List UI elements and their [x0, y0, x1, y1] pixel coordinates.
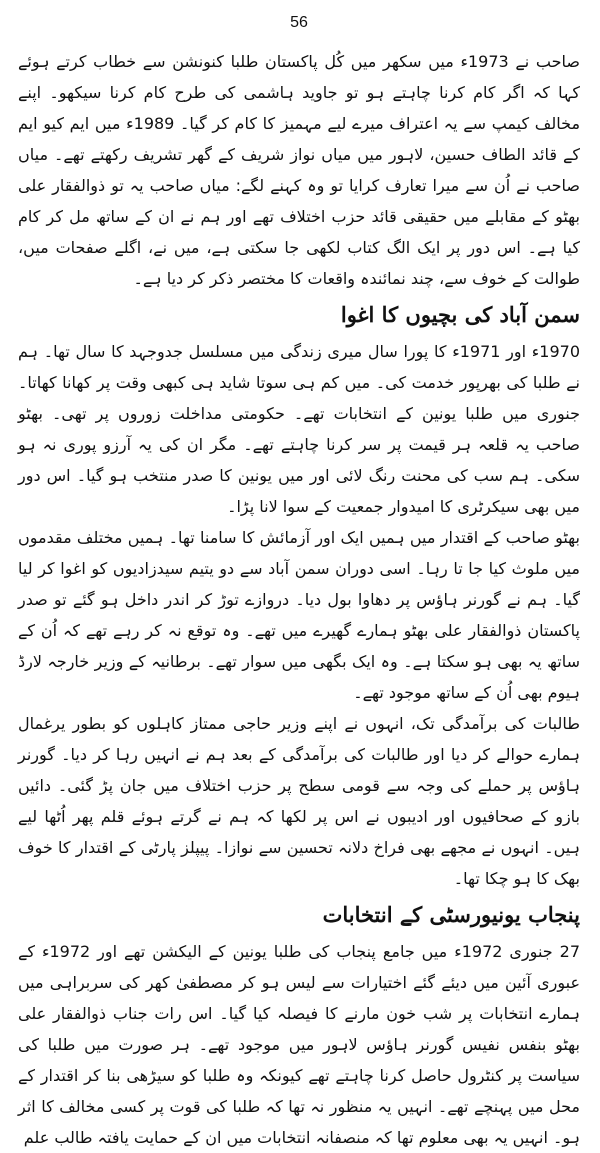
paragraph: 27 جنوری 1972ء میں جامع پنجاب کی طلبا یونین کے الیکشن تھے اور 1972ء کے عبوری آئین میں دیئے گئے اختیارات سے لیس ہو کر مصطفیٰ کھر کی سربراہی میں ہمارے انتخابات پر شب خون مارنے کا فیصلہ کیا گیا۔ اس رات جناب ذوالفقار علی بھٹو بنفس نفیس گورنر ہاؤس لاہور میں موجود تھے۔ ہر صورت میں طلبا کی سیاست پر کنٹرول حاصل کرنا چاہتے تھے کیونکہ وہ طلبا کو سیڑھی بنا کر اقتدار کے محل میں پہنچے تھے۔ انہیں یہ منظور نہ تھا کہ طلبا کی قوت پر کسی مخالف کا اثر ہو۔ انہیں یہ بھی معلوم تھا کہ منصفانہ انتخابات میں ان کے حمایت یافتہ طالب علم — [18, 942, 580, 1147]
section-heading: سمن آباد کی بچیوں کا اغوا — [340, 302, 580, 327]
paragraph: طالبات کی برآمدگی تک، انہوں نے اپنے وزیر حاجی ممتاز کاہلوں کو بطور یرغمال ہمارے حوالے کر دیا اور طالبات کی برآمدگی کے بعد ہم نے انہیں رہا کر دیا۔ گورنر ہاؤس پر حملے کی وجہ سے قومی سطح پر حزب اختلاف میں جان پڑ گئی۔ دائیں بازو کے صحافیوں اور ادیبوں نے اس پر لکھا کہ ہم نے گرتے ہوئے قلم پھر اُٹھا لیے ہیں۔ انہوں نے مجھے بھی فراخ دلانہ تحسین سے نوازا۔ پیپلز پارٹی کے اقتدار کا خوف بھک کا ہو چکا تھا۔ — [18, 714, 580, 888]
paragraph: صاحب نے 1973ء میں سکھر میں کُل پاکستان طلبا کنونشن سے خطاب کرتے ہوئے کہا کہ اگر کام کرنا چاہتے ہو تو جاوید ہاشمی کی طرح کام کرنا سیکھو۔ اپنے مخالف کیمپ سے یہ اعتراف میرے لیے مہمیز کا کام کر گیا۔ 1989ء میں ایم کیو ایم کے قائد الطاف حسین، لاہور میں میاں نواز شریف کے گھر تشریف رکھتے تھے۔ میاں صاحب نے اُن سے میرا تعارف کرایا تو وہ کہنے لگے: میاں صاحب یہ تو ذوالفقار علی بھٹو کے مقابلے میں حقیقی قائد حزب اختلاف تھے اور ہم نے ان کے ساتھ مل کر کام کیا ہے۔ اس دور پر ایک الگ کتاب لکھی جا سکتی ہے، میں نے، اگلے صفحات میں، طوالت کے خوف سے، چند نمائندہ واقعات کا مختصر ذکر کر دیا ہے۔ — [18, 52, 581, 288]
paragraph: بھٹو صاحب کے اقتدار میں ہمیں ایک اور آزمائش کا سامنا تھا۔ ہمیں مختلف مقدموں میں ملوث کیا جا تا رہا۔ اسی دوران سمن آباد سے دو یتیم سیدزادیوں کو اغوا کر لیا گیا۔ ہم نے گورنر ہاؤس پر دھاوا بول دیا۔ دروازے توڑ کر اندر داخل ہو گئے تو صدر پاکستان ذوالفقار علی بھٹو ہمارے گھیرے میں تھے۔ وہ توقع نہ کر رہے تھے کہ اُن کے ساتھ یہ بھی ہو سکتا ہے۔ وہ ایک بگھی میں سوار تھے۔ برطانیہ کے وزیر خارجہ لارڈ ہیوم بھی اُن کے ساتھ موجود تھے۔ — [18, 528, 580, 702]
page-number: 56 — [290, 14, 308, 31]
section-heading: پنجاب یونیورسٹی کے انتخابات — [322, 902, 580, 927]
paragraph: 1970ء اور 1971ء کا پورا سال میری زندگی میں مسلسل جدوجہد کا سال تھا۔ ہم نے طلبا کی بھرپور خدمت کی۔ میں کم ہی سوتا شاید ہی کبھی وقت پر کھانا کھاتا۔ جنوری میں طلبا یونین کے انتخابات تھے۔ حکومتی مداخلت زوروں پر تھی۔ بھٹو صاحب یہ قلعہ ہر قیمت پر سر کرنا چاہتے تھے۔ مگر ان کی یہ آرزو پوری نہ ہو سکی۔ ہم سب کی محنت رنگ لائی اور میں یونین کا صدر منتخب ہو گیا۔ اس دور میں بھی سیکرٹری کا امیدوار جمعیت کے سوا لانا پڑا۔ — [18, 342, 581, 516]
